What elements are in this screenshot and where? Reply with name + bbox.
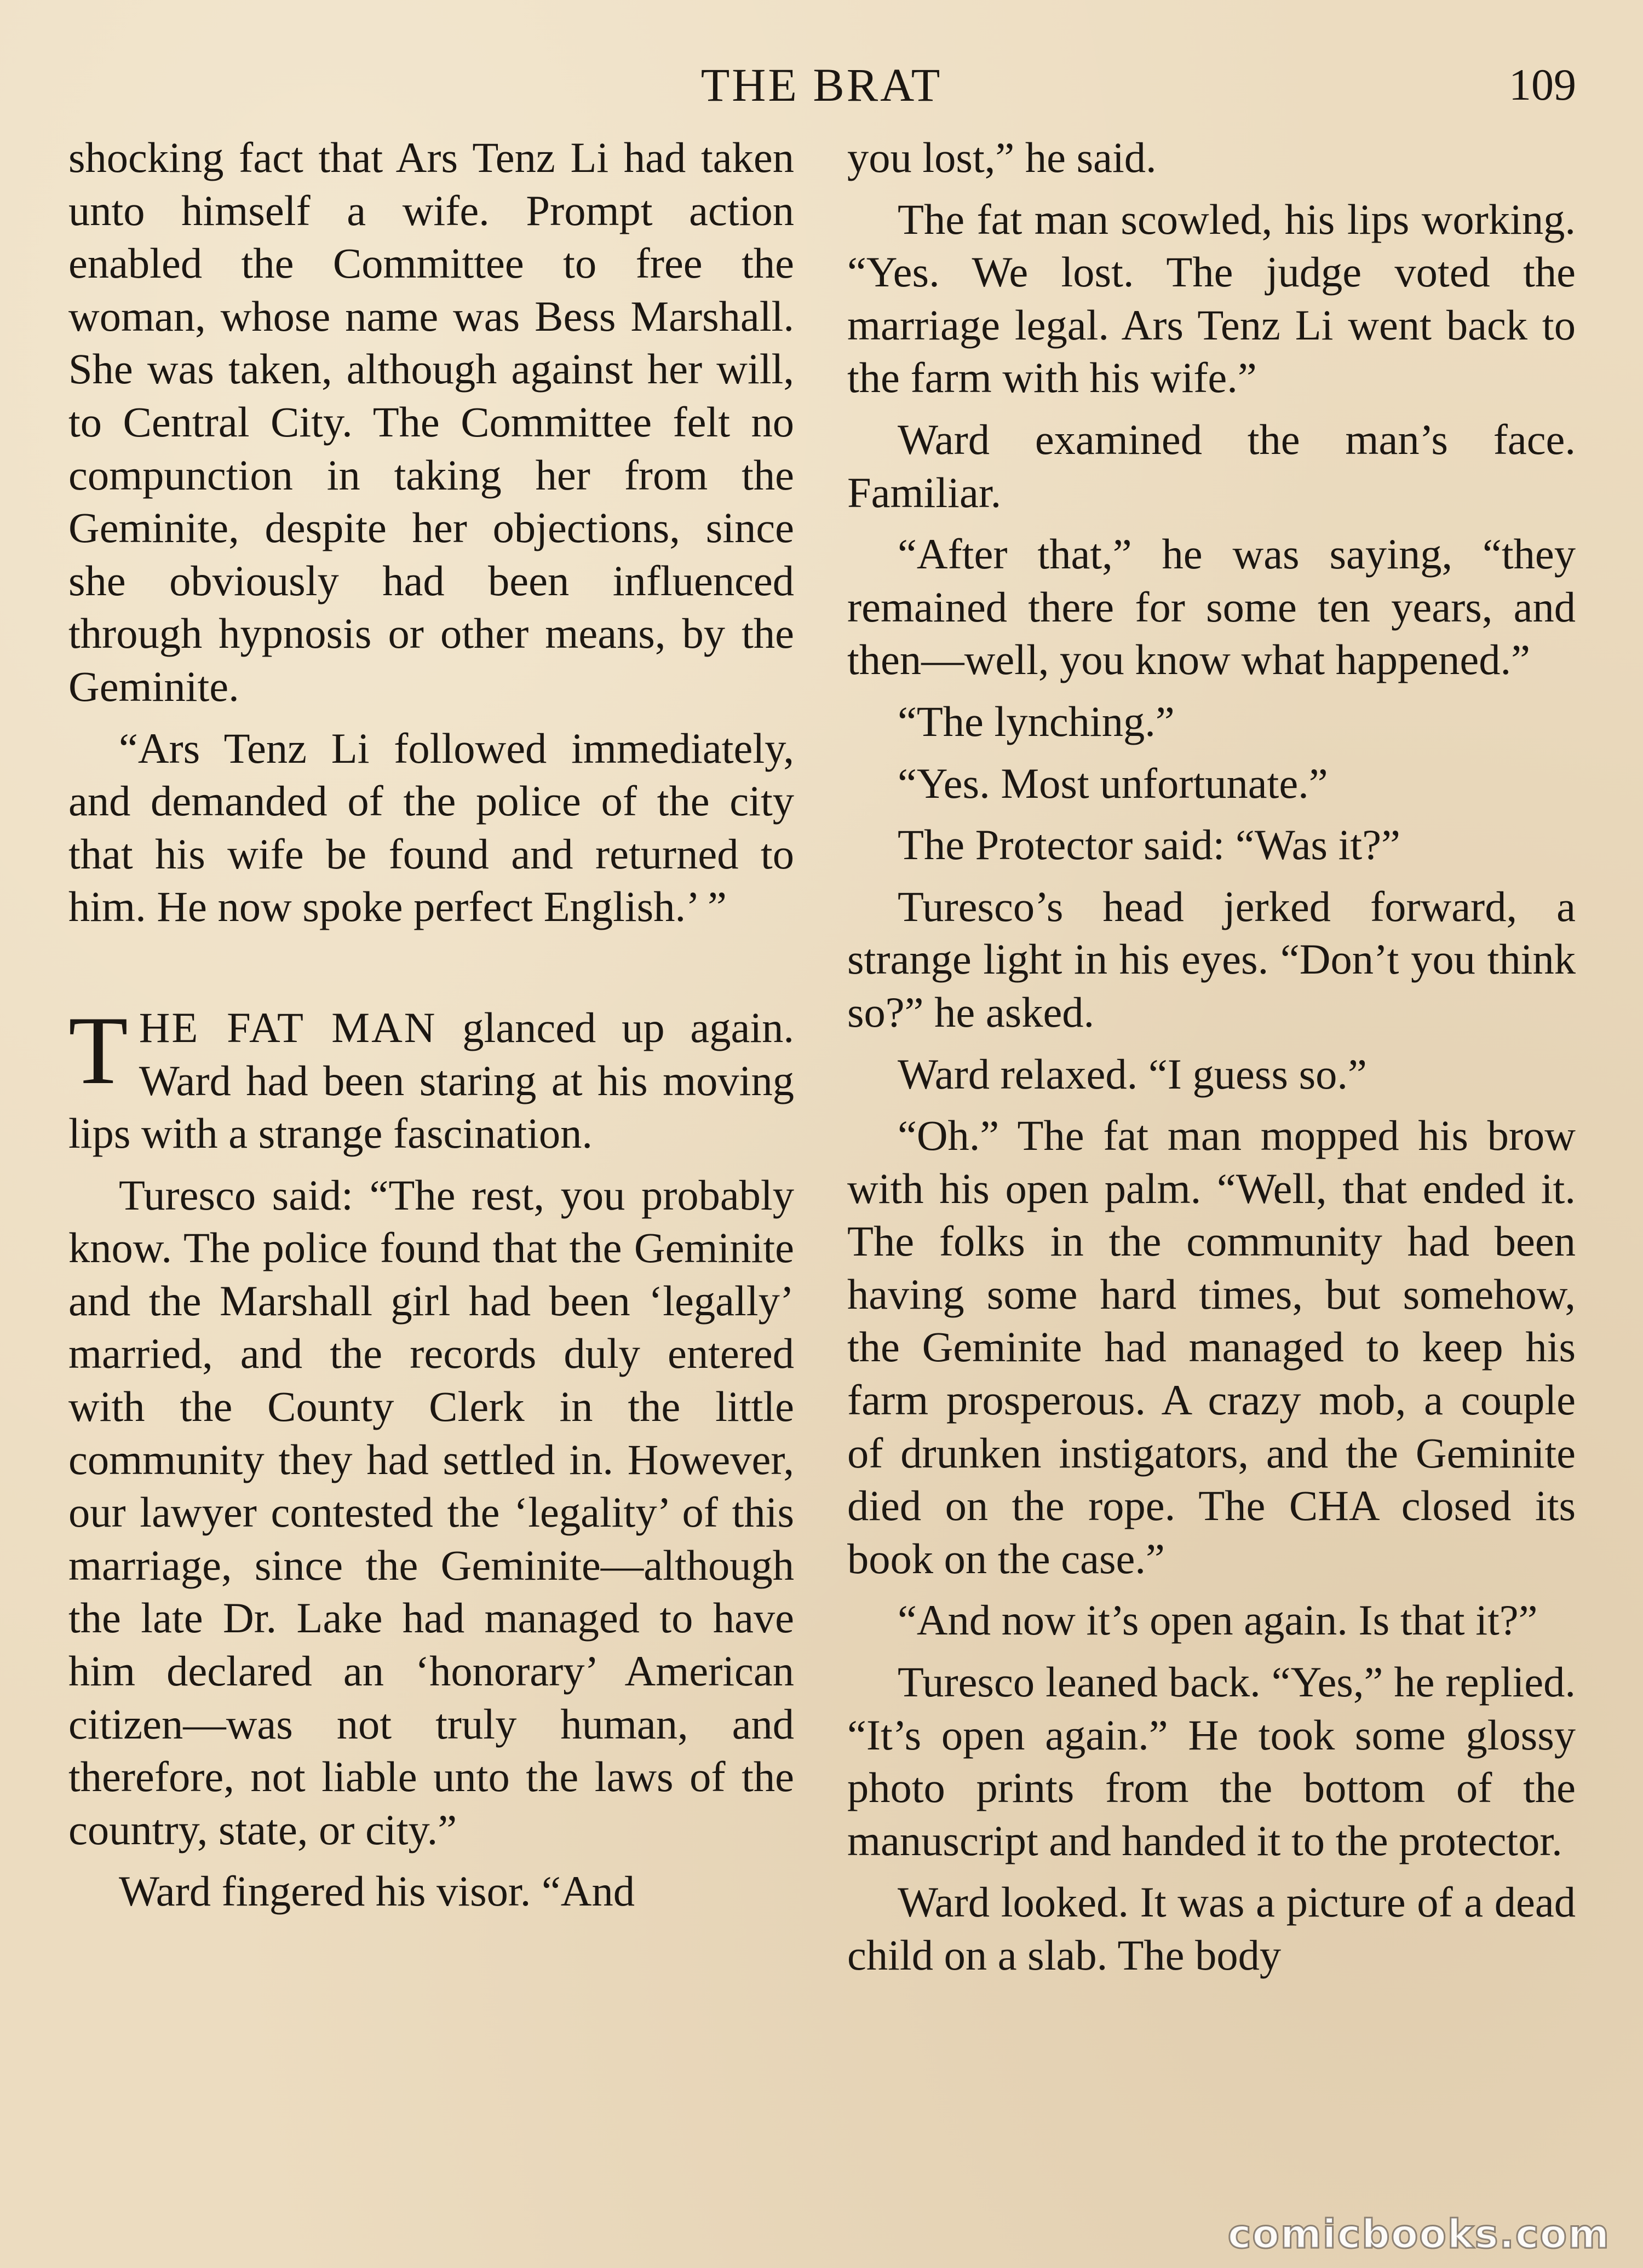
paragraph: Ward fingered his visor. “And [119, 1867, 635, 1915]
paragraph: Turesco’s head jerked forward, a strange light in his eyes. “Don’t you think so?” he asked. [847, 882, 1576, 1036]
paragraph: Ward looked. It was a picture of a dead child on a slab. The body [847, 1878, 1576, 1979]
section-break [68, 942, 794, 1001]
paragraph: Ward examined the man’s face. Familiar. [847, 415, 1576, 516]
watermark: comicbooks.com [1227, 2211, 1610, 2257]
paragraph: The fat man scowled, his lips working. “Yes. We lost. The judge voted the marriage legal. Ars Tenz Li went back to the farm with his wife.” [847, 195, 1576, 402]
paragraph: shocking fact that Ars Tenz Li had taken unto himself a wife. Prompt action enabled the Committee to free the woman, whose name was Bess Marshall. She was taken, although against her will, to Central City. The Committee felt no compunction in taking her from the Geminite, despite her objections, since she obviously had been influenced through hypnosis or other means, by the Geminite. [68, 134, 794, 710]
paragraph: “Yes. Most unfortunate.” [898, 759, 1328, 807]
drop-cap-letter: T [68, 995, 128, 1104]
paragraph: Ward relaxed. “I guess so.” [898, 1050, 1367, 1098]
paragraph-text: glanced up again. Ward had been staring at his moving lips with a strange fascination. [68, 1003, 794, 1158]
paragraph: “After that,” he was saying, “they remained there for some ten years, and then—well, you know what happened.” [847, 530, 1576, 684]
paragraph: you lost,” he said. [847, 134, 1157, 181]
running-head [0, 55, 1643, 115]
page-title: THE BRAT [700, 59, 943, 111]
dropcap-paragraph [68, 995, 794, 1160]
paragraph: “And now it’s open again. Is that it?” [898, 1596, 1538, 1644]
small-caps-lead: HE FAT MAN [139, 1003, 437, 1051]
paragraph: Turesco leaned back. “Yes,” he replied. “It’s open again.” He took some glossy photo prints from the bottom of the manuscript and handed it to the protector. [847, 1658, 1576, 1864]
paragraph: “The lynching.” [898, 697, 1175, 745]
left-column [68, 131, 794, 1927]
paragraph: The Protector said: “Was it?” [898, 821, 1400, 869]
right-column [847, 131, 1576, 1991]
paragraph: Turesco said: “The rest, you probably know. The police found that the Geminite and the Marshall girl had been ‘legally’ married, and the records duly entered with the County Clerk in the little community they had settled in. However, our lawyer contested the ‘legality’ of this marriage, since the Geminite—although the late Dr. Lake had managed to have him declared an ‘honorary’ American citizen—was not truly human, and therefore, not liable unto the laws of the country, state, or city.” [68, 1171, 794, 1853]
page-number: 109 [1509, 60, 1576, 110]
paragraph: “Oh.” The fat man mopped his brow with his open palm. “Well, that ended it. The folks in the community had been having some hard times, but somehow, the Geminite had managed to keep his farm prosperous. A crazy mob, a couple of drunken instigators, and the Geminite died on the rope. The CHA closed its book on the case.” [847, 1112, 1576, 1582]
paragraph: “Ars Tenz Li followed immediately, and demanded of the police of the city that his wife be found and returned to him. He now spoke perfect English.’ ” [68, 724, 794, 931]
